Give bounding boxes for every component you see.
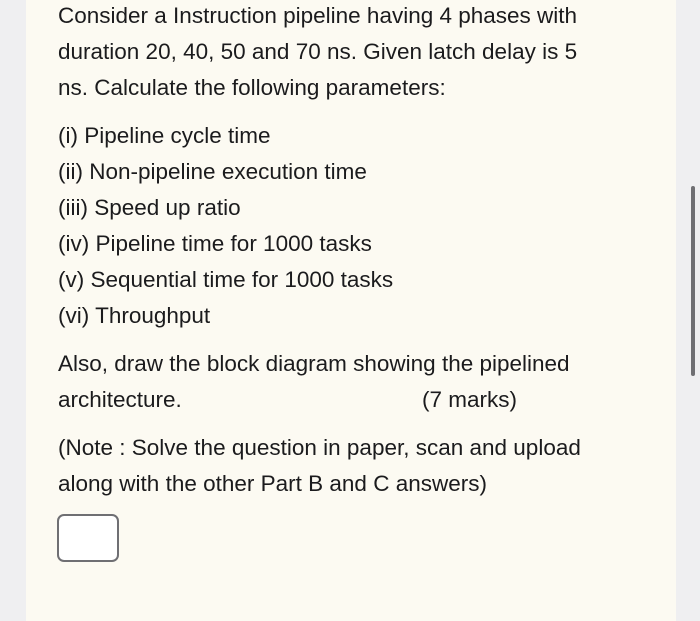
item-3: (iii) Speed up ratio <box>58 195 241 220</box>
scrollbar[interactable] <box>691 186 695 376</box>
intro-line-1: Consider a Instruction pipeline having 4 phases with <box>58 3 578 28</box>
diagram-line-1: Also, draw the block diagram showing the pipelined <box>58 351 570 376</box>
item-4: (iv) Pipeline time for 1000 tasks <box>58 231 372 256</box>
question-card <box>26 0 676 621</box>
marks-label: (7 marks) <box>422 387 517 412</box>
item-2: (ii) Non-pipeline execution time <box>58 159 367 184</box>
intro-line-2: duration 20, 40, 50 and 70 ns. Given latch delay is 5 <box>58 39 578 64</box>
item-5: (v) Sequential time for 1000 tasks <box>58 267 394 292</box>
note-line-1: (Note : Solve the question in paper, scan and upload <box>58 435 581 460</box>
answer-box[interactable] <box>57 514 119 562</box>
item-1: (i) Pipeline cycle time <box>58 123 271 148</box>
diagram-line-2: architecture. <box>58 387 182 412</box>
note-line-2: along with the other Part B and C answers) <box>58 471 487 496</box>
intro-line-3: ns. Calculate the following parameters: <box>58 75 446 100</box>
item-6: (vi) Throughput <box>58 303 211 328</box>
